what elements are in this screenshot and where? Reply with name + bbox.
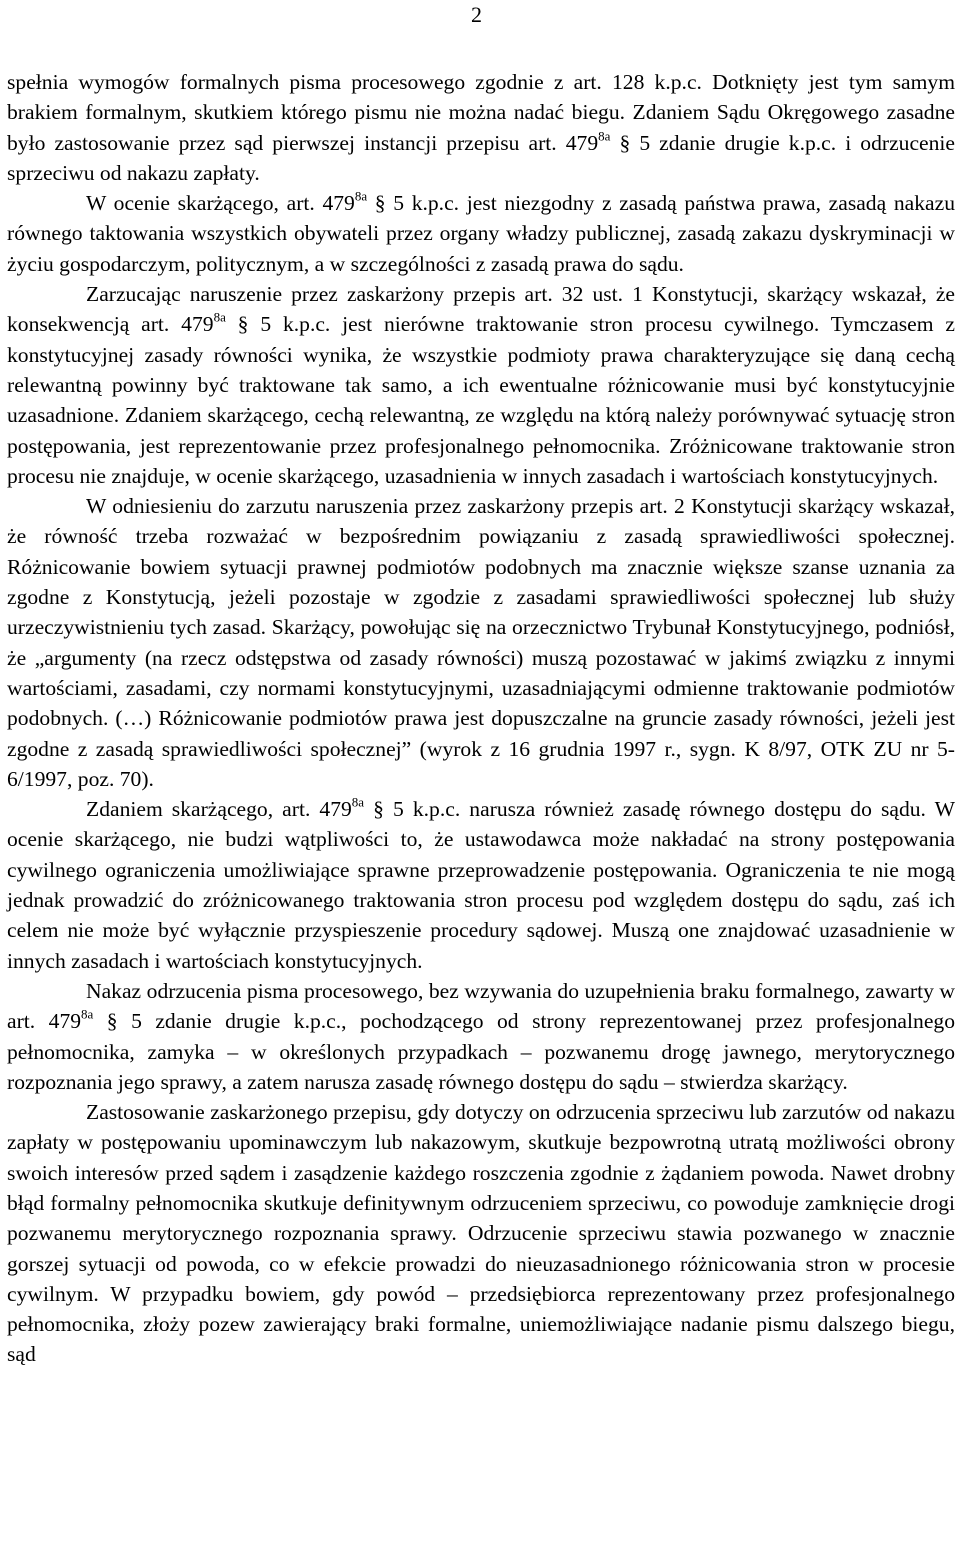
paragraph [7, 491, 955, 794]
text-run: Nakaz odrzucenia pisma procesowego, bez wzywania do uzupełnienia braku formalnego, zawarty w art. 479 [7, 978, 955, 1034]
text-run: Zdaniem skarżącego, art. 479 [86, 797, 352, 822]
paragraph [7, 976, 955, 1097]
text-run: spełnia wymogów formalnych pisma procesowego zgodnie z art. 128 k.p.c. Dotknięty jest tym samym brakiem formalnym, skutkiem którego pismu nie można nadać biegu. Zdaniem Sądu Okręgowego zasadne było zastosowanie przez sąd pierwszej instancji przepisu art. 479 [7, 70, 955, 155]
text-run: § 5 zdanie drugie k.p.c., pochodzącego od strony reprezentowanej przez profesjonalnego pełnomocnika, zamyka – w określonych przypadkach – pozwanemu drogę jawnego, merytorycznego rozpoznania jego sprawy, a zatem narusza zasadę równego dostępu do sądu – stwierdza skarżący. [7, 1009, 955, 1094]
document-body [7, 67, 955, 1370]
paragraph [7, 188, 955, 279]
text-run: W odniesieniu do zarzutu naruszenia przez zaskarżony przepis art. 2 Konstytucji skarżący wskazał, że równość trzeba rozważać w bezpośrednim powiązaniu z zasadą sprawiedliwości społecznej. Różnicowanie bowiem sytuacji prawnej podmiotów podobnych ma znacznie większe szanse uznania za zgodne z Konstytucją, jeżeli pozostaje w zgodzie z zasadami sprawiedliwości społecznej lub służy urzeczywistnieniu tych zasad. Skarżący, powołując się na orzecznictwo Trybunał Konstytucyjnego, podniósł, że „argumenty (na rzecz odstępstwa od zasady równości) muszą pozostawać w jakimś związku z innymi wartościami, zasadami, czy normami konstytucyjnymi, uzasadniającymi odmienne traktowanie podmiotów podobnych. (…) Różnicowanie podmiotów prawa jest dopuszczalne na gruncie zasady równości, jeżeli jest zgodne z zasadą sprawiedliwości społecznej” (wyrok z 16 grudnia 1997 r., sygn. K 8/97, OTK ZU nr 5-6/1997, poz. 70). [7, 494, 955, 791]
text-run: § 5 k.p.c. jest nierówne traktowanie stron procesu cywilnego. Tymczasem z konstytucyjnej zasady równości wynika, że wszystkie podmioty prawa charakteryzujące się daną cechą relewantną powinny być traktowane tak samo, a ich ewentualne różnicowanie musi być konstytucyjnie uzasadnione. Zdaniem skarżącego, cechą relewantną, ze względu na którą należy porównywać sytuację stron postępowania, jest reprezentowanie przez profesjonalnego pełnomocnika. Zróżnicowane traktowanie stron procesu nie znajduje, w ocenie skarżącego, uzasadnienia w innych zasadach i wartościach konstytucyjnych. [7, 312, 955, 488]
text-run: § 5 k.p.c. narusza również zasadę równego dostępu do sądu. W ocenie skarżącego, nie budzi wątpliwości to, że ustawodawca może nakładać na strony postępowania cywilnego ograniczenia umożliwiające sprawne przeprowadzenie postępowania. Ograniczenia te nie mogą jednak prowadzić do zróżnicowanego traktowania stron procesu pod względem dostępu do sądu, zaś ich celem nie może być wyłącznie przyspieszenie procedury sądowej. Muszą one znajdować uzasadnienie w innych zasadach i wartościach konstytucyjnych. [7, 797, 955, 973]
superscript: 8a [213, 309, 226, 325]
paragraph [7, 794, 955, 976]
text-run: Zarzucając naruszenie przez zaskarżony przepis art. 32 ust. 1 Konstytucji, skarżący wskazał, że konsekwencją art. 479 [7, 282, 955, 337]
paragraph [7, 67, 955, 188]
superscript: 8a [354, 188, 368, 204]
paragraph [7, 279, 955, 491]
text-run: § 5 zdanie drugie k.p.c. i odrzucenie sprzeciwu od nakazu zapłaty. [7, 130, 955, 185]
text-run: Zastosowanie zaskarżonego przepisu, gdy dotyczy on odrzucenia sprzeciwu lub zarzutów od nakazu zapłaty w postępowaniu upominawczym lub nakazowym, skutkuje bezpowrotną utratą możliwości obrony swoich interesów przed sądem i zasądzenie każdego roszczenia zgodnie z żądaniem powoda. Nawet drobny błąd formalny pełnomocnika skutkuje definitywnym odrzuceniem sprzeciwu, co powoduje zamknięcie drogi pozwanemu merytorycznego rozpoznania sprawy. Odrzucenie sprzeciwu stawia pozwanego w znacznie gorszej sytuacji od powoda, co w efekcie prowadzi do nieuzasadnionego różnicowania stron w procesie cywilnym. W przypadku bowiem, gdy powód – przedsiębiorca reprezentowany przez profesjonalnego pełnomocnika, złoży pozew zawierający braki formalne, uniemożliwiające nadanie pismu dalszego biegu, sąd [7, 1100, 955, 1367]
text-run: W ocenie skarżącego, art. 479 [86, 191, 355, 216]
page-number: 2 [471, 2, 482, 27]
superscript: 8a [351, 794, 365, 810]
superscript: 8a [598, 127, 611, 143]
paragraph [7, 1097, 955, 1370]
superscript: 8a [81, 1006, 94, 1022]
text-run: § 5 k.p.c. jest niezgodny z zasadą państwa prawa, zasadą nakazu równego taktowania wszystkich obywateli przez organy władzy publicznej, zasadą zakazu dyskryminacji w życiu gospodarczym, politycznym, a w szczególności z zasadą prawa do sądu. [7, 191, 955, 276]
